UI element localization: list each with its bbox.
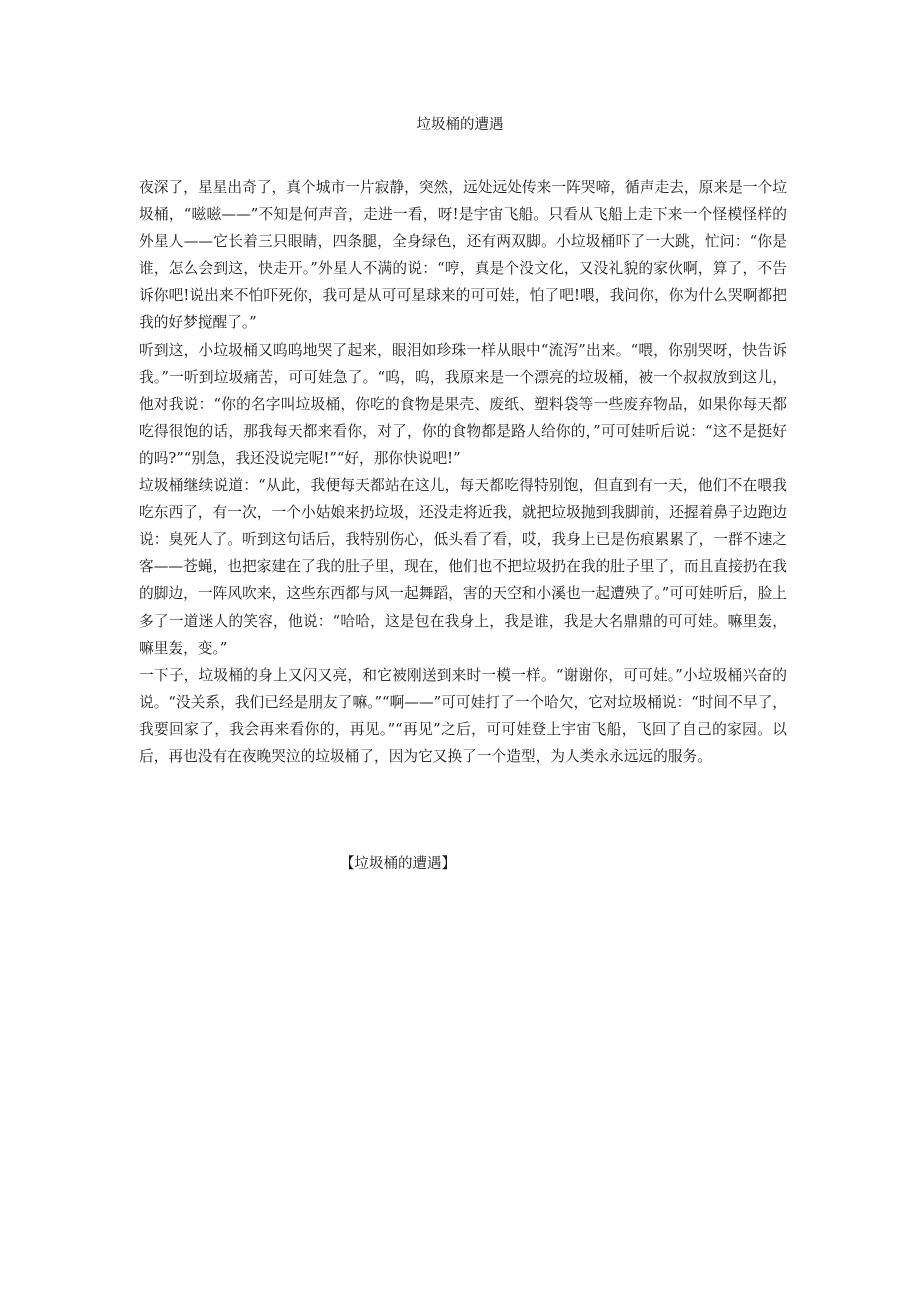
paragraph-1: 夜深了，星星出奇了，真个城市一片寂静，突然，远处远处传来一阵哭啼，循声走去，原来是一个垃圾桶，“嗞嗞——”不知是何声音，走进一看，呀!是宇宙飞船。只看从飞船上走下来一个怪模怪样的外星人——它长着三只眼睛，四条腿，全身绿色，还有两双脚。小垃圾桶吓了一大跳，忙问：“你是谁，怎么会到这，快走开。”外星人不满的说：“哼，真是个没文化，又没礼貌的家伙啊，算了，不告诉你吧!说出来不怕吓死你，我可是从可可星球来的可可娃，怕了吧!喂，我问你，你为什么哭啊都把我的好梦搅醒了。” <box>139 179 787 332</box>
document-body <box>139 174 787 770</box>
document-title: 垃圾桶的遭遇 <box>416 117 504 133</box>
paragraph-4: 一下子，垃圾桶的身上又闪又亮，和它被刚送到来时一模一样。“谢谢你，可可娃。”小垃圾桶兴奋的说。“没关系，我们已经是朋友了嘛。”“啊——”可可娃打了一个哈欠，它对垃圾桶说：“时间不早了，我要回家了，我会再来看你的，再见。”“再见”之后，可可娃登上宇宙飞船，飞回了自己的家园。以后，再也没有在夜晚哭泣的垃圾桶了，因为它又换了一个造型，为人类永永远远的服务。 <box>139 666 787 765</box>
document-footer-title: 【垃圾桶的遭遇】 <box>340 856 456 872</box>
paragraph-3: 垃圾桶继续说道：“从此，我便每天都站在这儿，每天都吃得特别饱，但直到有一天，他们不在喂我吃东西了，有一次，一个小姑娘来扔垃圾，还没走将近我，就把垃圾抛到我脚前，还握着鼻子边跑边说：臭死人了。听到这句话后，我特别伤心，低头看了看，哎，我身上已是伤痕累累了，一群不速之客——苍蝇，也把家建在了我的肚子里，现在，他们也不把垃圾扔在我的肚子里了，而且直接扔在我的脚边，一阵风吹来，这些东西都与风一起舞蹈，害的天空和小溪也一起遭殃了。”可可娃听后，脸上多了一道迷人的笑容，他说：“哈哈，这是包在我身上，我是谁，我是大名鼎鼎的可可娃。嘛里轰，嘛里轰，变。” <box>139 477 787 657</box>
paragraph-2: 听到这，小垃圾桶又呜呜地哭了起来，眼泪如珍珠一样从眼中“流泻”出来。“喂，你别哭呀，快告诉我。”一听到垃圾痛苦，可可娃急了。“呜，呜，我原来是一个漂亮的垃圾桶，被一个叔叔放到这儿，他对我说：“你的名字叫垃圾桶，你吃的食物是果壳、废纸、塑料袋等一些废弃物品，如果你每天都吃得很饱的话，那我每天都来看你，对了，你的食物都是路人给你的，”可可娃听后说：“这不是挺好的吗?”“别急，我还没说完呢!”“好，那你快说吧!” <box>139 341 787 467</box>
